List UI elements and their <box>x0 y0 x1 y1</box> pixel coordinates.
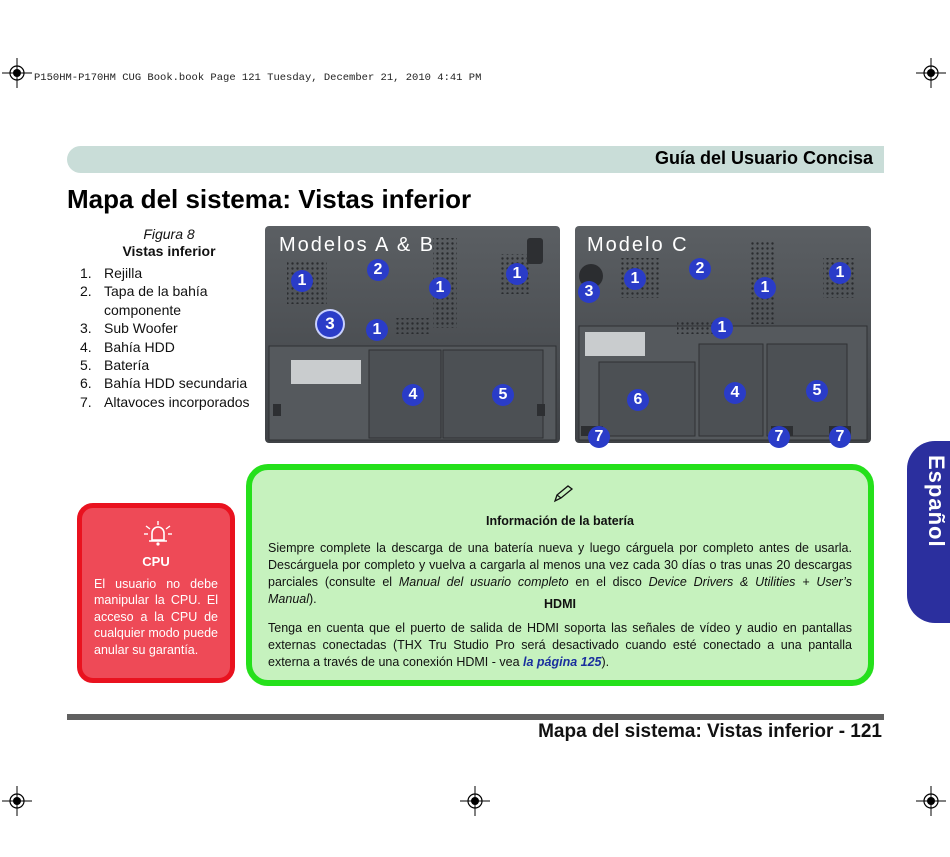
laptop-bottom-illustration <box>265 226 560 443</box>
marker-c-3: 2 <box>689 258 711 280</box>
marker-c-8: 4 <box>724 382 746 404</box>
header-band-title: Guía del Usuario Concisa <box>654 148 873 168</box>
header-band <box>67 146 884 173</box>
battery-info-paragraph: Siempre complete la descarga de una batería nueva y luego cárguela por completo antes de usarla. Descárguela por completo y vuelva a cargarla al menos una vez cada 30 días o tras unas 20 descargas parciales (consulte el Manual del usuario completo en el disco Device Drivers & Utilities + User’s Manual). <box>268 541 852 606</box>
footer-title: Mapa del sistema: Vistas inferior - 121 <box>538 721 882 742</box>
marker-c-12: 7 <box>829 426 851 448</box>
alarm-bell-icon <box>143 520 173 548</box>
marker-c-6: 1 <box>711 317 733 339</box>
list-item: 3. Sub Woofer <box>80 320 178 337</box>
cpu-warning-box <box>77 503 235 683</box>
registration-mark-bottom-center <box>460 786 490 816</box>
warning-text: El usuario no debe manipular la CPU. El acceso a la CPU de cualquier modo puede anular su garantía. <box>94 577 218 657</box>
list-item: 4. Bahía HDD <box>80 338 175 355</box>
photo-models-a-b <box>265 226 560 443</box>
marker-c-11: 7 <box>768 426 790 448</box>
hdmi-paragraph: Tenga en cuenta que el puerto de salida de HDMI soporta las señales de vídeo y audio en pantallas externas conectadas (THX Tru Studio Pro será desactivado cuando esté conectado a una pantalla externa a través de una conexión HDMI - vea la página 125). <box>268 621 852 669</box>
marker-c-1: 3 <box>578 281 600 303</box>
marker-ab-5: 3 <box>317 311 343 337</box>
print-header: P150HM-P170HM CUG Book.book Page 121 Tuesday, December 21, 2010 4:41 PM <box>34 72 482 84</box>
marker-c-2: 1 <box>624 268 646 290</box>
marker-ab-1: 1 <box>291 270 313 292</box>
pencil-icon <box>552 484 574 504</box>
registration-mark-bottom-right <box>916 786 946 816</box>
marker-ab-4: 1 <box>506 263 528 285</box>
marker-ab-8: 5 <box>492 384 514 406</box>
marker-ab-3: 1 <box>429 277 451 299</box>
language-tab <box>907 441 950 623</box>
marker-c-4: 1 <box>754 277 776 299</box>
hdmi-heading: HDMI <box>544 597 576 611</box>
marker-c-5: 1 <box>829 262 851 284</box>
marker-c-10: 7 <box>588 426 610 448</box>
marker-ab-2: 2 <box>367 259 389 281</box>
marker-ab-6: 1 <box>366 319 388 341</box>
warning-title: CPU <box>142 554 170 569</box>
figure-title: Vistas inferior <box>122 243 216 259</box>
photo-label: Modelo C <box>587 234 689 256</box>
marker-c-7: 6 <box>627 389 649 411</box>
registration-mark-bottom-left <box>2 786 32 816</box>
figure-legend <box>80 264 254 411</box>
note-box <box>246 464 874 686</box>
list-item: 7. Altavoces incorporados <box>80 393 250 410</box>
photo-label: Modelos A & B <box>279 234 436 256</box>
page-title: Mapa del sistema: Vistas inferior <box>67 184 472 214</box>
battery-info-heading: Información de la batería <box>486 514 634 528</box>
figure-caption: Figura 8 <box>143 226 195 242</box>
language-tab-label: Español <box>924 455 949 548</box>
list-item: 6. Bahía HDD secundaria <box>80 375 248 392</box>
page-125-link[interactable]: la página 125 <box>523 655 602 669</box>
list-item: 2. Tapa de la bahía componente <box>80 283 208 318</box>
registration-mark-top-left <box>2 58 32 88</box>
marker-ab-7: 4 <box>402 384 424 406</box>
footer-rule <box>67 714 884 720</box>
list-item: 1. Rejilla <box>80 265 143 281</box>
registration-mark-top-right <box>916 58 946 88</box>
marker-c-9: 5 <box>806 380 828 402</box>
list-item: 5. Batería <box>80 357 150 374</box>
